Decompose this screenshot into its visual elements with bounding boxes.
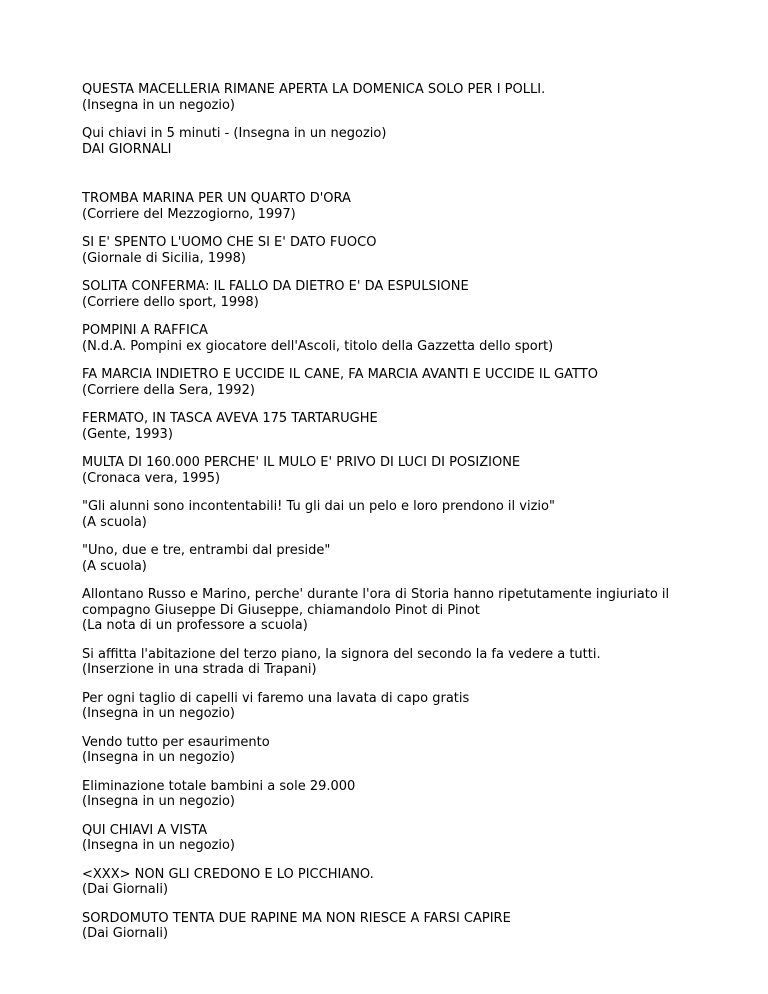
section-heading: DAI GIORNALI: [82, 141, 172, 157]
quote-text: FA MARCIA INDIETRO E UCCIDE IL CANE, FA MARCIA AVANTI E UCCIDE IL GATTO: [82, 367, 598, 382]
quote-entry: [82, 82, 722, 113]
quote-text: Allontano Russo e Marino, perche' durante l'ora di Storia hanno ripetutamente ingiuriato il: [82, 587, 670, 602]
quote-source: (Insegna in un negozio): [82, 706, 236, 721]
quote-source: (Dai Giornali): [82, 926, 169, 941]
quote-text: TROMBA MARINA PER UN QUARTO D'ORA: [82, 191, 351, 206]
quote-entry: [82, 867, 722, 898]
quote-text: MULTA DI 160.000 PERCHE' IL MULO E' PRIVO DI LUCI DI POSIZIONE: [82, 455, 521, 470]
quote-entry: [82, 779, 722, 810]
quote-source: (A scuola): [82, 558, 147, 574]
quote-source: (Insegna in un negozio): [82, 794, 236, 809]
quote-text: Qui chiavi in 5 minuti - (Insegna in un negozio): [82, 126, 387, 141]
quote-entry: [82, 455, 722, 486]
quote-entry: [82, 911, 722, 942]
quote-text-continued: compagno Giuseppe Di Giuseppe, chiamandolo Pinot di Pinot: [82, 602, 480, 618]
quote-entry: [82, 191, 722, 222]
quote-entry: [82, 367, 722, 398]
quote-text: POMPINI A RAFFICA: [82, 323, 208, 338]
quote-entry: [82, 235, 722, 266]
quote-entry: [82, 279, 722, 310]
quote-source: (Gente, 1993): [82, 426, 173, 442]
quote-entry: [82, 647, 722, 678]
quote-text: Si affitta l'abitazione del terzo piano, la signora del secondo la fa vedere a tutti.: [82, 646, 601, 662]
quote-source: (Inserzione in una strada di Trapani): [82, 662, 317, 677]
quote-entry: [82, 587, 722, 634]
quote-text: "Gli alunni sono incontentabili! Tu gli dai un pelo e loro prendono il vizio": [82, 499, 555, 514]
quote-source: (Insegna in un negozio): [82, 750, 236, 765]
quote-source: (Giornale di Sicilia, 1998): [82, 250, 247, 266]
quote-source: (Dai Giornali): [82, 882, 169, 897]
quote-text: QUI CHIAVI A VISTA: [82, 822, 208, 838]
quote-source: (N.d.A. Pompini ex giocatore dell'Ascoli, titolo della Gazzetta dello sport): [82, 338, 554, 354]
quote-source: (Corriere della Sera, 1992): [82, 382, 255, 398]
quote-text: <XXX> NON GLI CREDONO E LO PICCHIANO.: [82, 866, 374, 882]
quote-text: "Uno, due e tre, entrambi dal preside": [82, 543, 331, 558]
quote-text: QUESTA MACELLERIA RIMANE APERTA LA DOMENICA SOLO PER I POLLI.: [82, 82, 546, 97]
quote-entry: [82, 411, 722, 442]
quote-source: (Corriere del Mezzogiorno, 1997): [82, 206, 296, 222]
quote-entry: [82, 735, 722, 766]
quote-entry: [82, 126, 722, 157]
quote-source: (Corriere dello sport, 1998): [82, 294, 259, 310]
quote-entry: [82, 823, 722, 854]
quote-text: SI E' SPENTO L'UOMO CHE SI E' DATO FUOCO: [82, 235, 377, 250]
quote-text: FERMATO, IN TASCA AVEVA 175 TARTARUGHE: [82, 411, 378, 426]
quote-text: Per ogni taglio di capelli vi faremo una lavata di capo gratis: [82, 690, 470, 706]
quote-entry: [82, 323, 722, 354]
quote-text: SORDOMUTO TENTA DUE RAPINE MA NON RIESCE A FARSI CAPIRE: [82, 910, 511, 926]
quote-entry: [82, 543, 722, 574]
quote-text: Eliminazione totale bambini a sole 29.000: [82, 778, 356, 794]
quote-text: SOLITA CONFERMA: IL FALLO DA DIETRO E' DA ESPULSIONE: [82, 279, 469, 294]
quote-source: (Insegna in un negozio): [82, 838, 236, 853]
quote-entry: [82, 499, 722, 530]
quote-text: Vendo tutto per esaurimento: [82, 734, 270, 750]
quote-source: (Insegna in un negozio): [82, 97, 236, 113]
document-page: [82, 82, 722, 955]
quote-source: (A scuola): [82, 514, 147, 530]
quote-source: (La nota di un professore a scuola): [82, 618, 308, 633]
quote-entry: [82, 691, 722, 722]
quote-source: (Cronaca vera, 1995): [82, 470, 221, 486]
